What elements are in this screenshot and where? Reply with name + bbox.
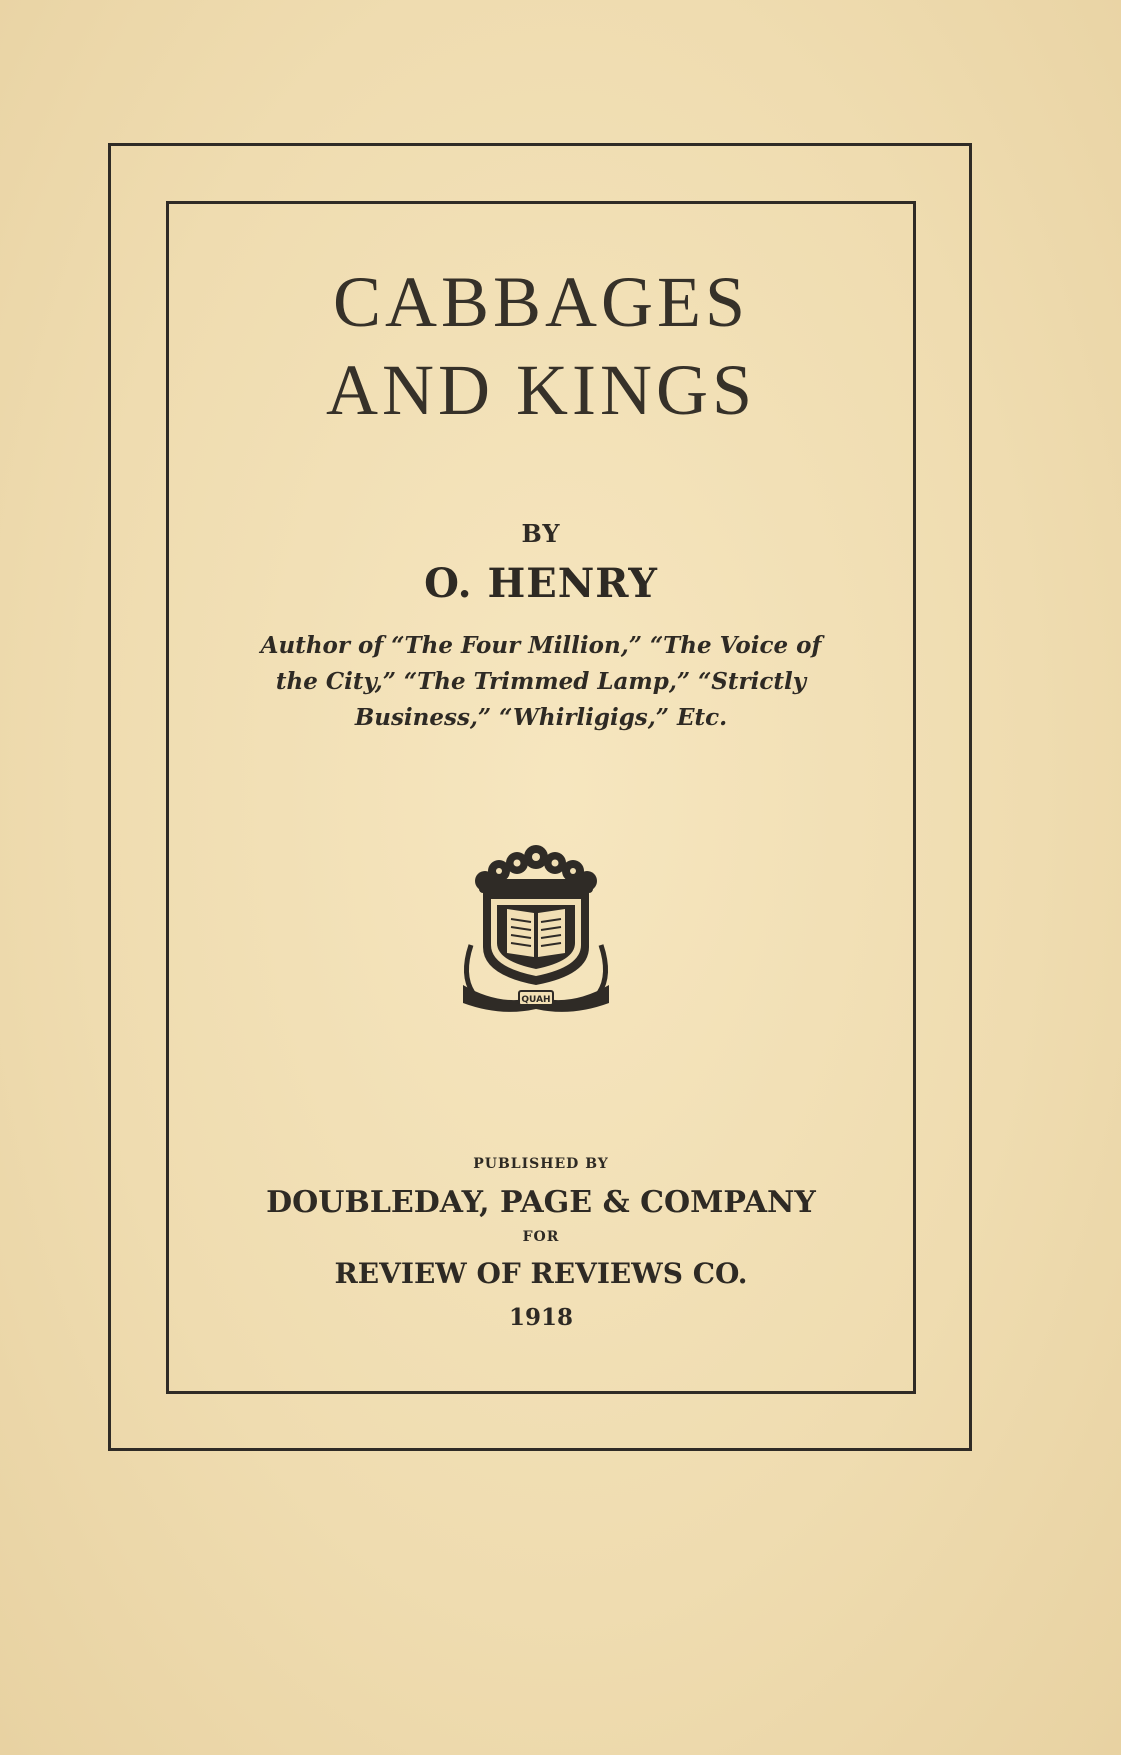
other-works-line-3: Business,” “Whirligigs,” Etc. — [354, 704, 728, 731]
other-works-line-1: Author of “The Four Million,” “The Voice of — [260, 632, 822, 659]
title-line-1: CABBAGES — [332, 262, 750, 342]
publisher-emblem-book-icon — [451, 835, 621, 1015]
published-by-label: PUBLISHED BY — [473, 1156, 609, 1172]
for-label: FOR — [522, 1229, 560, 1245]
title-line-2: AND KINGS — [326, 350, 756, 430]
author-name: O. HENRY — [424, 560, 658, 607]
book-title — [166, 258, 916, 434]
for-organization: REVIEW OF REVIEWS CO. — [334, 1257, 748, 1290]
publication-year: 1918 — [508, 1304, 573, 1331]
other-works — [196, 628, 886, 736]
other-works-line-2: the City,” “The Trimmed Lamp,” “Strictly — [275, 668, 807, 695]
by-label: BY — [521, 519, 561, 548]
publisher-name: DOUBLEDAY, PAGE & COMPANY — [266, 1185, 816, 1220]
title-page — [166, 201, 916, 1394]
emblem-ribbon-center: QUAH — [521, 995, 551, 1005]
